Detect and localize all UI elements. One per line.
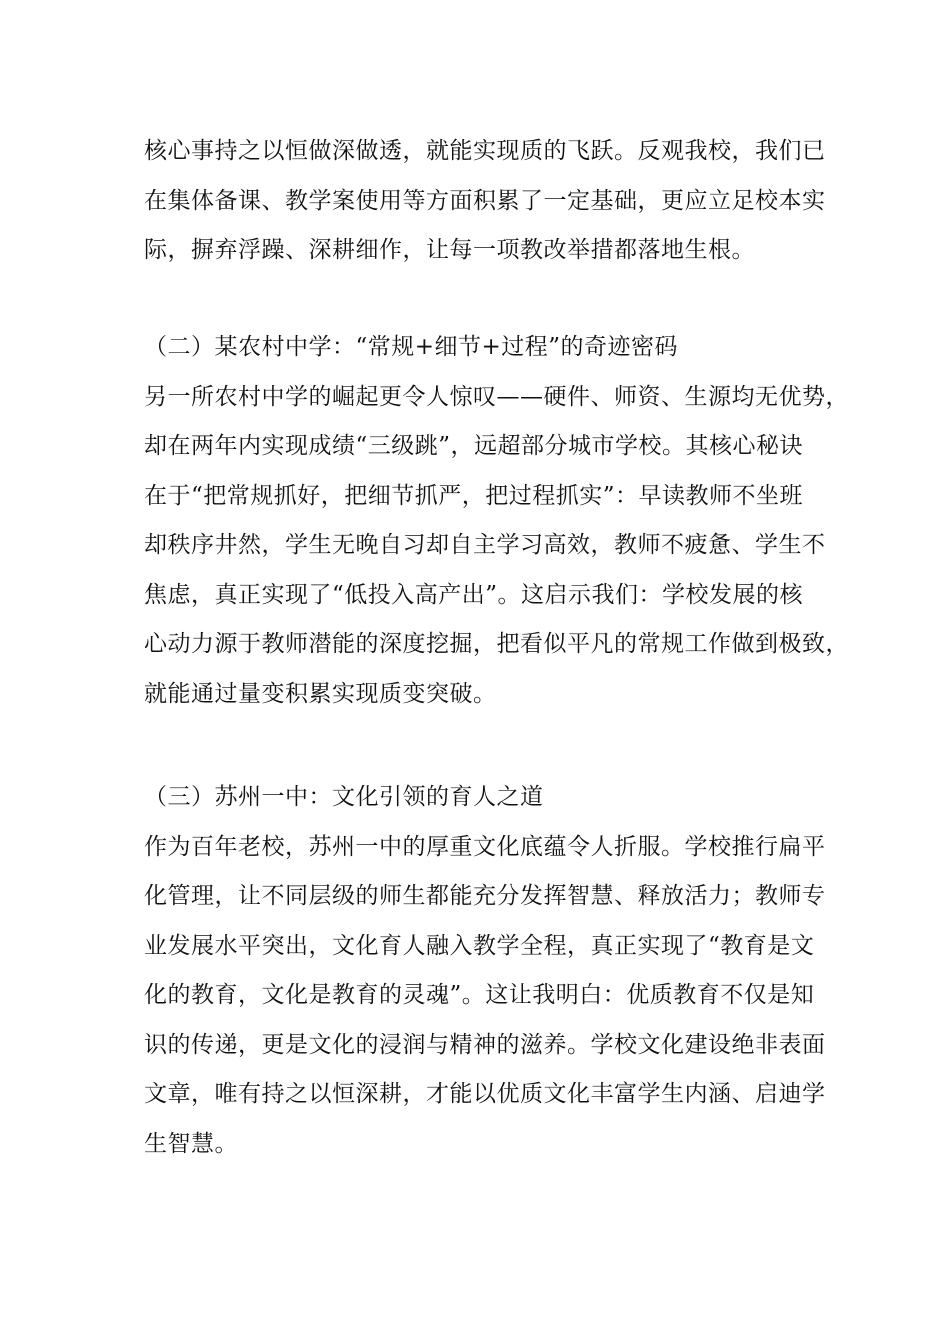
paragraph-line: 另一所农村中学的崛起更令人惊叹——硬件、师资、生源均无优势， — [144, 383, 849, 410]
paragraph-line: 化管理，让不同层级的师生都能充分发挥智慧、释放活力；教师专 — [144, 883, 826, 909]
paragraph-line: 生智慧。 — [144, 1130, 238, 1157]
paragraph-line: 却秩序井然，学生无晚自习却自主学习高效，教师不疲惫、学生不 — [144, 532, 826, 558]
section-suzhou-no1-middle-school — [144, 773, 834, 1169]
paragraph-line: 在集体备课、教学案使用等方面积累了一定基础，更应立足校本实 — [144, 187, 826, 214]
section-heading: （三）苏州一中：文化引领的育人之道 — [144, 784, 544, 810]
paragraph-continuation — [144, 127, 834, 276]
paragraph-line: 作为百年老校，苏州一中的厚重文化底蕴令人折服。学校推行扁平 — [144, 833, 826, 860]
paragraph-line: 际，摒弃浮躁、深耕细作，让每一项教改举措都落地生根。 — [144, 237, 755, 263]
paragraph-line: 却在两年内实现成绩“三级跳”，远超部分城市学校。其核心秘诀 — [144, 433, 804, 459]
section-rural-middle-school — [144, 323, 849, 719]
paragraph-line: 心动力源于教师潜能的深度挖掘，把看似平凡的常规工作做到极致， — [144, 631, 849, 657]
paragraph-line: 业发展水平突出，文化育人融入教学全程，真正实现了“教育是文 — [144, 932, 815, 959]
paragraph-line: 在于“把常规抓好，把细节抓严，把过程抓实”：早读教师不坐班 — [144, 482, 804, 509]
paragraph-line: 化的教育，文化是教育的灵魂”。这让我明白：优质教育不仅是知 — [144, 982, 815, 1008]
paragraph-line: 焦虑，真正实现了“低投入高产出”。这启示我们：学校发展的核 — [144, 581, 804, 608]
section-heading: （二）某农村中学：“常规+细节+过程”的奇迹密码 — [144, 334, 679, 360]
paragraph-line: 核心事持之以恒做深做透，就能实现质的飞跃。反观我校，我们已 — [144, 138, 826, 164]
paragraph-line: 文章，唯有持之以恒深耕，才能以优质文化丰富学生内涵、启迪学 — [144, 1081, 826, 1107]
paragraph-line: 识的传递，更是文化的浸润与精神的滋养。学校文化建设绝非表面 — [144, 1031, 826, 1058]
paragraph-line: 就能通过量变积累实现质变突破。 — [144, 680, 497, 707]
